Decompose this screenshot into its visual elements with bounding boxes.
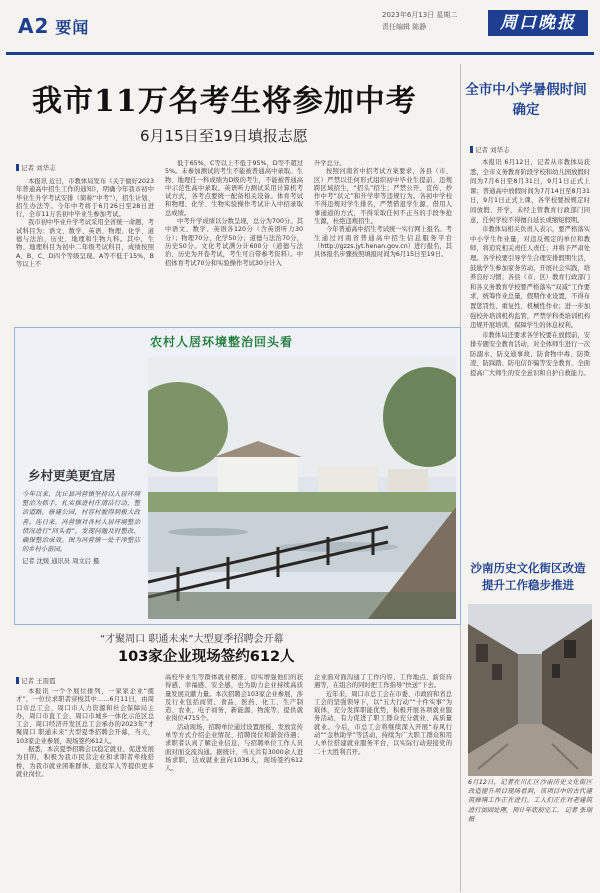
section-name: 要闻: [55, 18, 90, 37]
feature-caption: 今年以来，沈丘县冯营镇坚持以人居环境整治为抓手，扎实推进村庄清洁行动，整治道路，修建公园，村容村貌得到极大改善。连日来，冯营镇对各村人居环境整治情况进行“回头看”，发现问题及时整改，确保整治成效。图为冯营镇一处干净整洁的乡村小游园。 记者 沈媛 通讯员 周文启 摄: [22, 491, 140, 566]
side-photo-caption: 6月12日，记者在川汇区沙南历史文化街区改造提升项目现场看到，该项目中的古代建筑修缮工作正在进行，工人们正在对老建筑进行加固处理，预计年底前完工。 记者 张瑞 摄: [468, 779, 592, 823]
feature-title: 农村人居环境整治回头看: [150, 335, 294, 349]
side-headline-2: 沙南历史文化街区改造提升工作稳步推进: [470, 561, 586, 592]
feature-credit: 记者 沈媛 通讯员 周文启 摄: [22, 558, 100, 566]
jobs-kicker: “才聚周口 职通未来”大型夏季招聘会开幕: [100, 634, 284, 645]
lead-headline: 我市11万名考生将参加中考: [32, 84, 417, 119]
jobs-column-1: 本报讯 一个个展位排列，一家家企业“揽才”，一位位求职者穿梭其中……6月11日，由周口市总工会、周口市人力资源和社会保障局主办，周口市直工会、周口市城乡一体化示范区总工会、周口经济开发区总工会承办的2023年“才聚周口 职通未来”大型夏季招聘会开幕，当天，103家企业参展，现场签约612人。 据悉，本次夏季招聘会以稳定就业、促进发展为目的，积极为我市民营企业和求职者牵线搭桥，为我市就业困难群体、退役军人等提供更多就业岗位。: [16, 688, 154, 778]
byline-marker-icon: [470, 146, 473, 153]
street-photo: [468, 604, 592, 776]
byline-marker-icon: [16, 677, 19, 684]
lead-column-2: 低于65%，C等以上不低于95%，D等不超过5%。未参加测试的考生不能被普通高中录取。生物、地理任一科成绩为D级的考生，不能被普通高中示范性高中录取。英语听力测试采用计算机考试方式，各考点要统一配备相关设备。体育考试和物理、化学、生物实验操作考试计入中招录取总成绩。 中考升学成绩以分数呈现，总分为700分。其中语文、数学、英语各120分（含英语听力30分）；物理70分，化学50分；道德与法治70分，历史50分。文化考试满分计600分（道德与法治、历史为开卷考试，考生可自带参考资料）。中招体育考试70分和实验操作考试30分计入: [165, 160, 303, 267]
editor-credits: 责任编辑 陈静: [382, 23, 427, 31]
page-number: A2: [18, 14, 50, 38]
village-photo: [148, 357, 456, 619]
lead-byline: 记者 刘华志: [16, 163, 56, 172]
jobs-byline: 记者 王震霞: [16, 676, 56, 685]
issue-date: 2023年6月13日 星期二: [382, 11, 458, 19]
side-headline: 全市中小学暑假时间确定: [465, 82, 587, 118]
side-byline: 记者 刘华志: [470, 145, 510, 154]
side-body: 本报讯 6月12日，记者从市教体局获悉，全市义务教育阶段学校和幼儿园放假时间为7月6日至8月31日，9月1日正式上课；普通高中放假时间为7月14日至8月31日，9月1日正式上课，各学校要按规定时间放假、开学，未经主管教育行政部门同意，任何学校不得擅自延长或缩短假期。 市教体局相关负责人表示，要严格落实中小学生作业量，对违反规定的单位和教师，将追究相关责任人责任；并将予严肃处理。各学校要引导学生合理安排假期生活，鼓励学生参加家务劳动，开展社会实践，培养良好习惯；各县（市、区）教育行政部门和各义务教育学校要严格落实“双减”工作要求，统筹作业总量，假期作业设置，不得布置惩罚性、重复性、机械性作业；进一步加强校外培训机构监管，严禁学科类培训机构违规开展培训，保障学生的休息权利。 市教体局还要求各学校要在放假前，安排专题安全教育活动，对全体师生进行一次防溺水、防交通事故、防食物中毒、防欺凌、防踩踏、防电信诈骗等安全教育，全面提高广大师生的安全意识和自护自救能力。: [470, 159, 590, 378]
side-caption-credit: 记者 张瑞 摄: [468, 806, 592, 823]
lead-column-1: 本报讯 近日，市教体局发布《关于做好2023年普通高中招生工作的通知》，明确今年我市初中毕业生升学考试安排（简称“中考”），招生计划、招生办法等。今年中考将于6月26日至28日进行，全市11万名初中毕业生参加考试。 我市初中毕业升学考试采用全省统一命题，考试科目为：语文、数学、英语、物理、化学、道德与法治、历史、地理和生物九科。其中，生物、地理科目为初中二年级考试科目，成绩按照A、B、C、D四个等级呈现。A等不低于15%，B等以上不: [16, 178, 154, 268]
lead-subhead: 6月15日至19日填报志愿: [140, 127, 308, 145]
jobs-column-3: 企业面对面沟通了工作内容、工作地点、薪资待遇等，在组合的同时把工作指导“快送”下去。 近年来，周口市总工会在市委、市政府和省总工会的坚强领导下，以“五大行动”“十件实事”为载体，充分发挥职能优势，积极开展各项就业服务活动，有力促进了职工群众充分就业、高质量就业。今后，市总工会将继续深入开展“春风行动”“金秋助学”等活动，持续为广大职工群众和用人单位搭建就业服务平台，以实际行动迎接党的二十大胜利召开。: [314, 674, 452, 756]
jobs-column-2: 高校毕业生等群体就业精准、切实增强他们的获得感、幸福感、安全感，也为助力企业持续高质量发展贡献力量。本次招聘会103家企业参展，涉及行业包括商贸、食品、医药、化工、生产制造、农业、电子商务、新能源、物流等，提供就业岗位4715个。 活动现场，招聘单位通过设置展板、发放宣传单等方式介绍企业情况、招聘岗位和薪资待遇；求职者认真了解企业信息，与招聘单位工作人员面对面交流沟通。据统计，当天共有3000余人进场求职，达成就业意向1036人，现场签约612人。: [165, 674, 303, 773]
feature-caption-title: 乡村更美更宜居: [28, 468, 116, 483]
section-label: [18, 14, 89, 38]
masthead-logo: 周口晚报: [488, 10, 588, 36]
jobs-headline: 103家企业现场签约612人: [118, 649, 295, 665]
lead-column-3: 升学总分。 按照河南省中招考试方案要求，各县（市、区）严禁以任何形式组织初中毕业生提前、违规跨区域招生，“招头”招生；严禁公开、宣传、炒作中考“状元”和升学率等违规行为。各初中学校不得违规对学生排名，严禁借退学生源、借用人事通道的方式，不得采取任何不正当的手段争抢生源，杜绝违规招生。 今年普通高中招生考试统一实行网上报名。考生通过河南省普通高中招生信息服务平台（http://gzzs.jyt.henan.gov.cn）进行报名，其具体报名步骤按照填报时间为6月15日至19日。: [314, 160, 452, 259]
byline-marker-icon: [16, 164, 19, 171]
